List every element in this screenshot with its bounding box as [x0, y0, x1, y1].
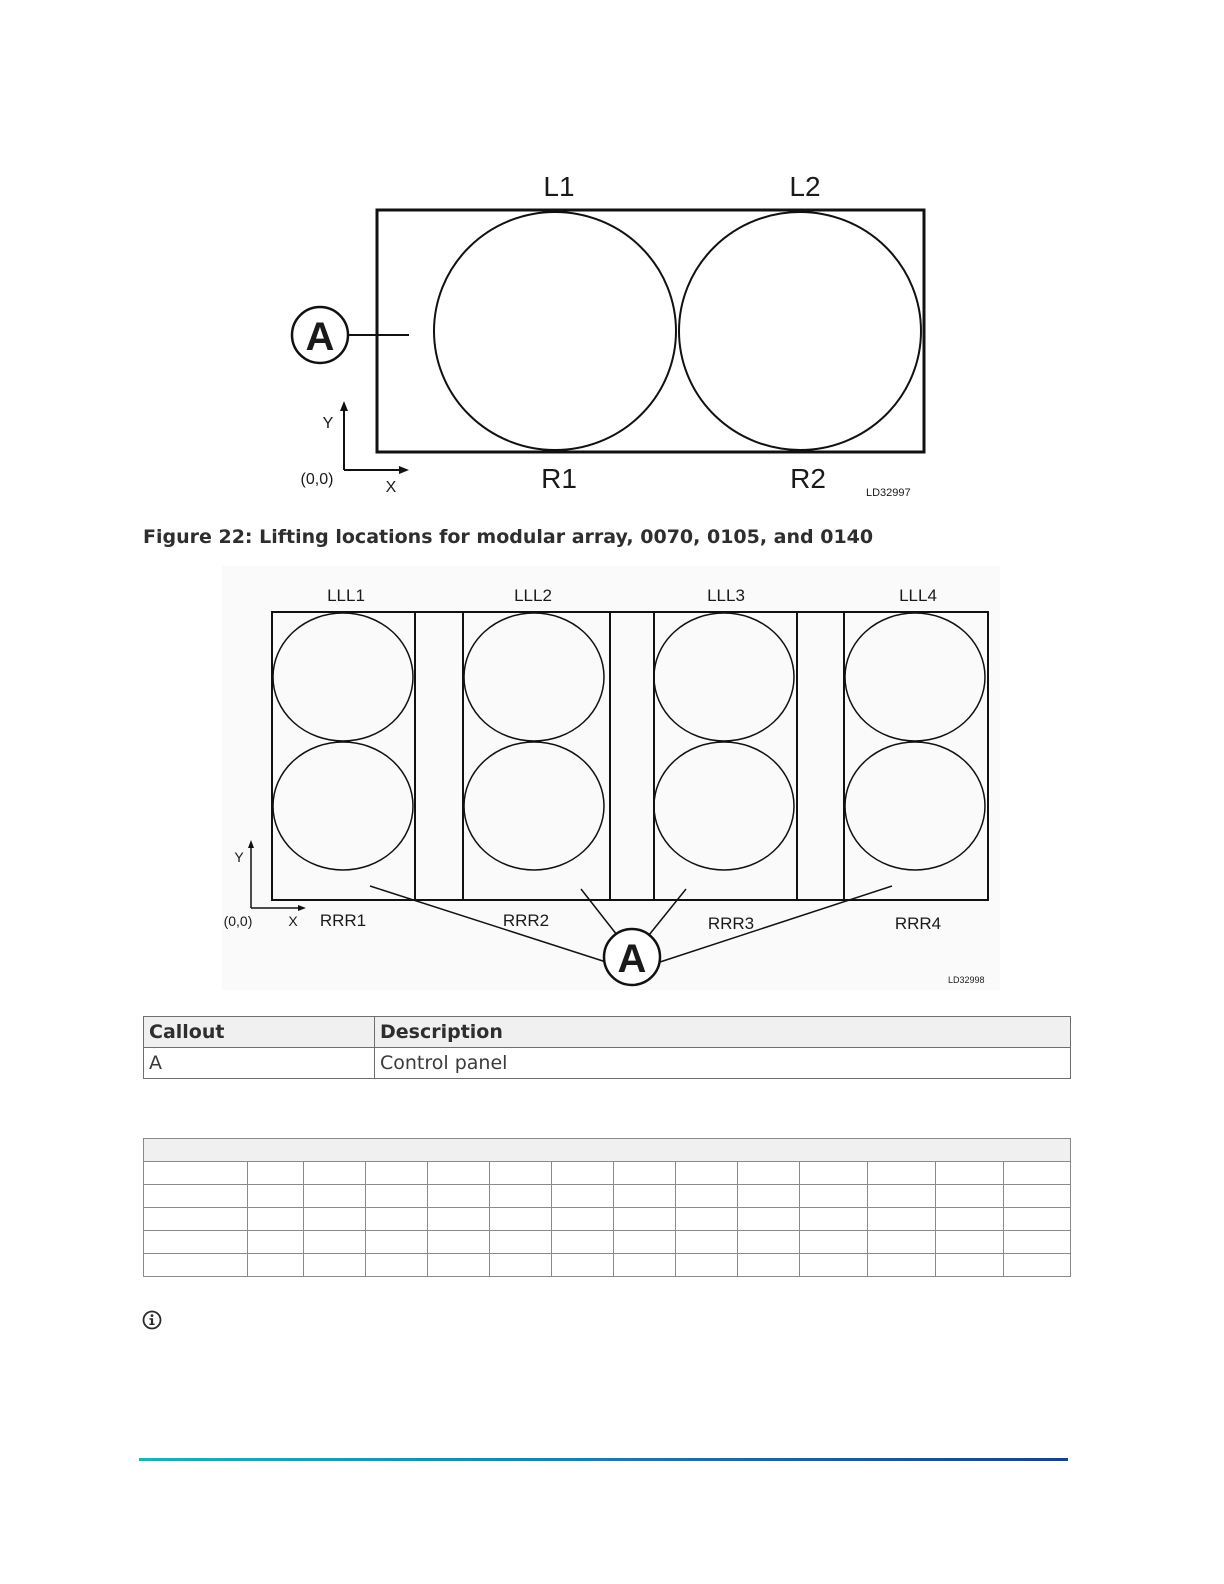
label-l2: L2 [789, 171, 821, 202]
figure-top [292, 171, 924, 499]
label-r1: R1 [541, 463, 577, 494]
label-lll3: LLL3 [707, 586, 745, 605]
table-row [144, 1231, 1071, 1254]
fan-circle [679, 212, 921, 450]
callout-table [143, 1016, 1071, 1079]
y-axis-label: Y [322, 415, 334, 432]
y-axis-label: Y [234, 849, 244, 865]
label-rrr4: RRR4 [894, 914, 942, 933]
origin-label: (0,0) [300, 471, 334, 488]
callout-a-label: A [617, 937, 647, 981]
fan-circle [434, 212, 676, 450]
empty-table [143, 1138, 1071, 1277]
x-axis-label: X [385, 479, 397, 496]
cell-description: Control panel [375, 1048, 1071, 1079]
x-axis-label: X [288, 913, 298, 929]
label-lll4: LLL4 [899, 586, 937, 605]
header-cell [144, 1139, 1071, 1162]
header-callout: Callout [144, 1017, 375, 1048]
table-row [144, 1208, 1071, 1231]
figure-bottom [222, 566, 1000, 990]
cell-callout: A [144, 1048, 375, 1079]
label-rrr1: RRR1 [319, 911, 367, 930]
table-header-row [144, 1139, 1071, 1162]
label-rrr3: RRR3 [707, 914, 755, 933]
header-description: Description [375, 1017, 1071, 1048]
origin-label: (0,0) [223, 913, 253, 929]
figure-caption: Figure 22: Lifting locations for modular array, 0070, 0105, and 0140 [143, 526, 874, 548]
y-arrow [340, 401, 348, 411]
table-row [144, 1162, 1071, 1185]
table-row [144, 1254, 1071, 1277]
label-rrr2: RRR2 [502, 911, 550, 930]
table-header-row [144, 1017, 1071, 1048]
label-lll2: LLL2 [514, 586, 552, 605]
table-row [144, 1185, 1071, 1208]
footer-divider [139, 1458, 1068, 1461]
info-icon [142, 1310, 162, 1330]
table-row [144, 1048, 1071, 1079]
figure-code: LD32997 [866, 487, 911, 499]
label-l1: L1 [543, 171, 575, 202]
label-lll1: LLL1 [327, 586, 365, 605]
label-r2: R2 [790, 463, 826, 494]
callout-a-label: A [305, 315, 335, 359]
x-arrow [399, 466, 409, 474]
unit-outline [377, 210, 924, 452]
figure-code: LD32998 [948, 975, 985, 985]
